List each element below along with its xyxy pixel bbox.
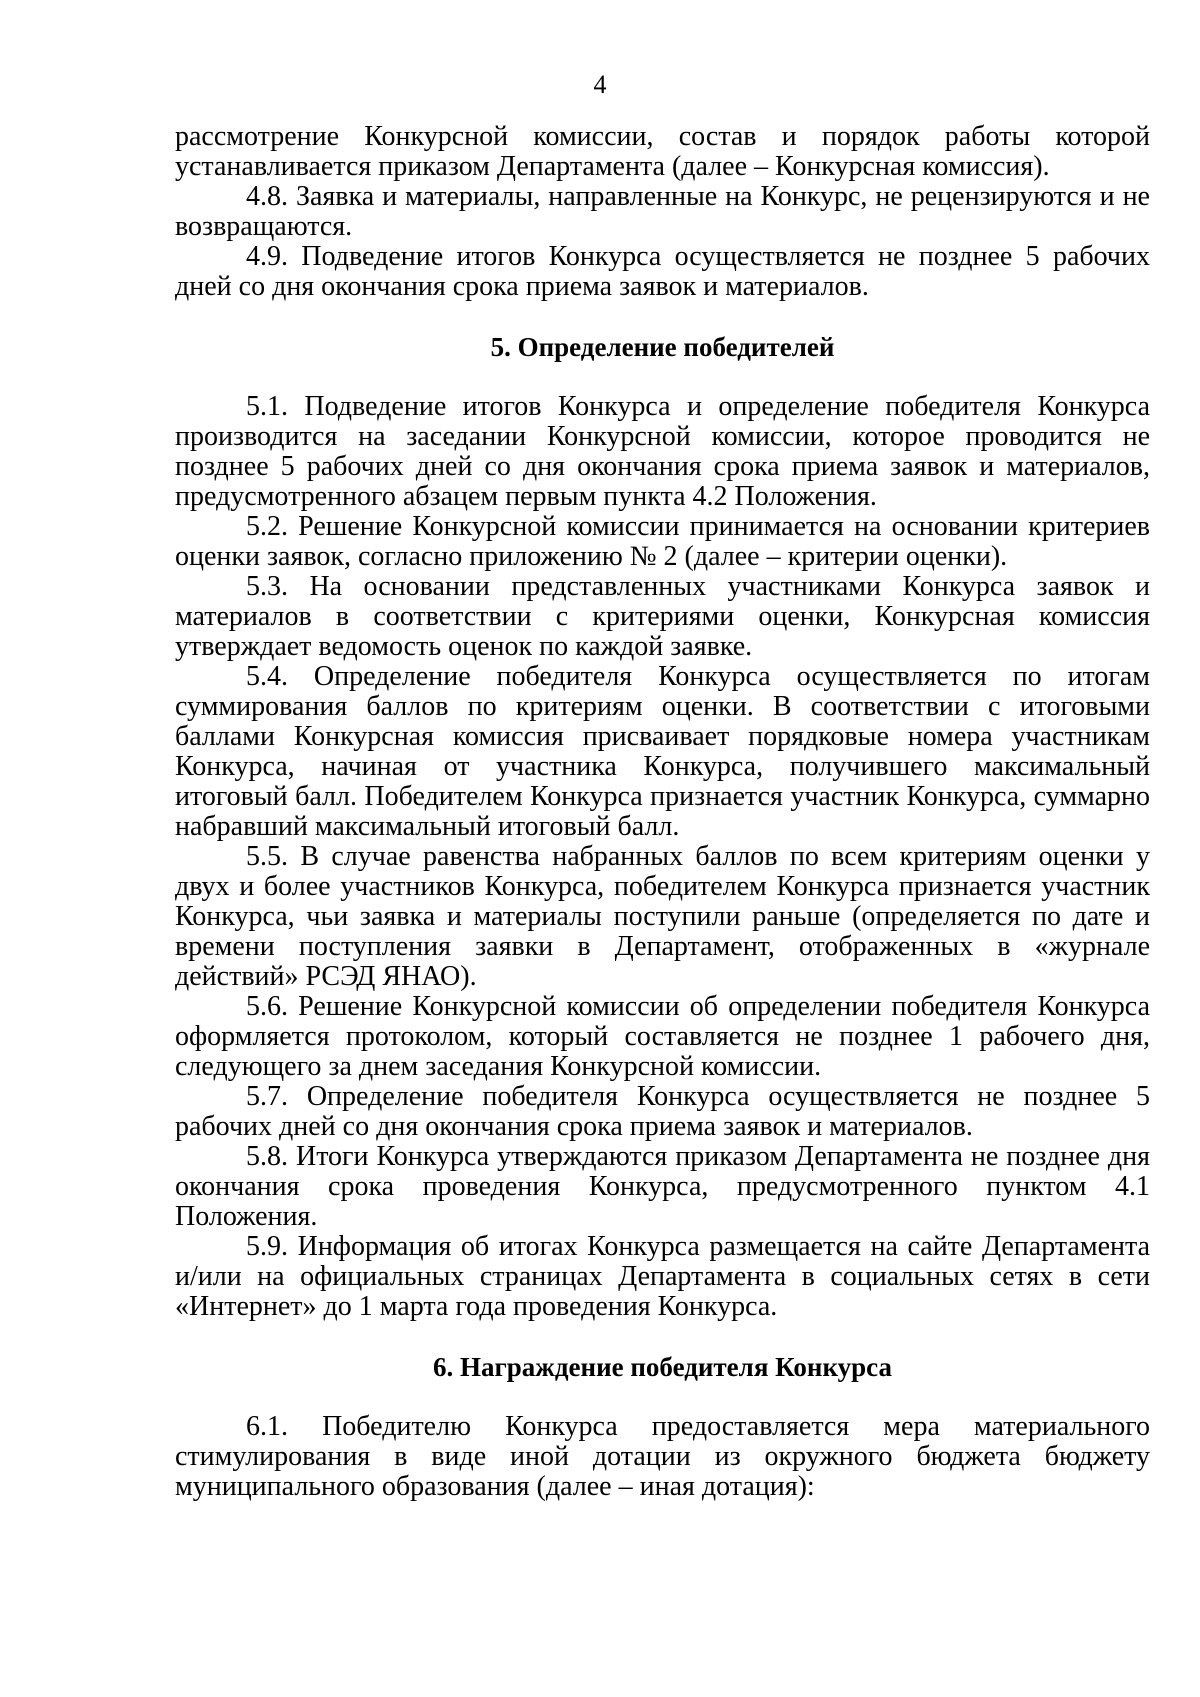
paragraph-5-9: 5.9. Информация об итогах Конкурса размещается на сайте Департамента и/или на официальных страницах Департамента в социальных сетях в сети «Интернет» до 1 марта года проведения Конкурса. [175, 1231, 1150, 1322]
section-6-heading: 6. Награждение победителя Конкурса [433, 1352, 892, 1382]
paragraph-4-9: 4.9. Подведение итогов Конкурса осуществляется не позднее 5 рабочих дней со дня окончания срока приема заявок и материалов. [175, 241, 1150, 302]
page-number: 4 [593, 70, 607, 99]
paragraph-4-7-continuation: рассмотрение Конкурсной комиссии, состав и порядок работы которой устанавливается приказом Департамента (далее – Конкурсная комиссия). [175, 121, 1150, 182]
paragraph-5-1: 5.1. Подведение итогов Конкурса и определение победителя Конкурса производится на заседании Конкурсной комиссии, которое проводится не позднее 5 рабочих дней со дня окончания срока приема заявок и материалов, предусмотренного абзацем первым пункта 4.2 Положения. [175, 391, 1150, 512]
section-5-heading: 5. Определение победителей [490, 332, 835, 362]
paragraph-5-5: 5.5. В случае равенства набранных баллов по всем критериям оценки у двух и более участников Конкурса, победителем Конкурса признается участник Конкурса, чьи заявка и материалы поступили раньше (определяется по дате и времени поступления заявки в Департамент, отображенных в «журнале действий» РСЭД ЯНАО). [175, 841, 1150, 992]
document-body [175, 122, 1150, 1502]
paragraph-5-8: 5.8. Итоги Конкурса утверждаются приказом Департамента не позднее дня окончания срока проведения Конкурса, предусмотренного пунктом 4.1 Положения. [175, 1141, 1150, 1232]
paragraph-5-2: 5.2. Решение Конкурсной комиссии принимается на основании критериев оценки заявок, согласно приложению № 2 (далее – критерии оценки). [175, 511, 1150, 572]
paragraph-5-4: 5.4. Определение победителя Конкурса осуществляется по итогам суммирования баллов по критериям оценки. В соответствии с итоговыми баллами Конкурсная комиссия присваивает порядковые номера участникам Конкурса, начиная от участника Конкурса, получившего максимальный итоговый балл. Победителем Конкурса признается участник Конкурса, суммарно набравший максимальный итоговый балл. [175, 661, 1150, 842]
paragraph-5-3: 5.3. На основании представленных участниками Конкурса заявок и материалов в соответствии с критериями оценки, Конкурсная комиссия утверждает ведомость оценок по каждой заявке. [175, 571, 1150, 662]
paragraph-5-6: 5.6. Решение Конкурсной комиссии об определении победителя Конкурса оформляется протоколом, который составляется не позднее 1 рабочего дня, следующего за днем заседания Конкурсной комиссии. [175, 991, 1150, 1082]
paragraph-5-7: 5.7. Определение победителя Конкурса осуществляется не позднее 5 рабочих дней со дня окончания срока приема заявок и материалов. [175, 1081, 1150, 1142]
paragraph-6-1: 6.1. Победителю Конкурса предоставляется мера материального стимулирования в виде иной дотации из окружного бюджета бюджету муниципального образования (далее – иная дотация): [175, 1411, 1150, 1502]
paragraph-4-8: 4.8. Заявка и материалы, направленные на Конкурс, не рецензируются и не возвращаются. [175, 181, 1150, 242]
